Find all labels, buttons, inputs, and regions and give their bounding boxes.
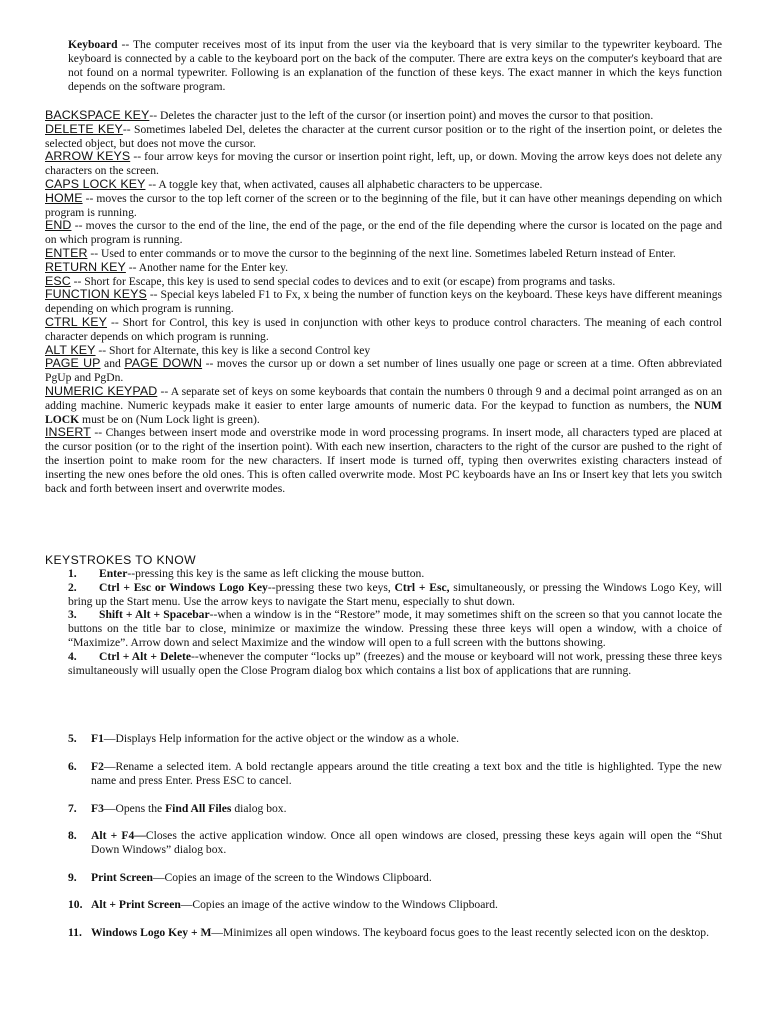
definition-page-up-down: [45, 357, 722, 385]
keystroke-step-3: [68, 608, 722, 649]
definition-text: -- four arrow keys for moving the cursor or insertion point right, left, up, or down. Moving the arrow keys does not delete any characters on the screen.: [45, 150, 723, 178]
definition-text: -- Special keys labeled F1 to Fx, x being the number of function keys on the keyboard. These keys have different meanings depending on which program is running.: [45, 288, 722, 316]
item-keys: F3: [91, 802, 104, 815]
keystroke-step-2: [68, 581, 722, 609]
intro-term: Keyboard: [68, 38, 118, 51]
item-keys: F1: [91, 732, 104, 745]
term-caps-lock: CAPS LOCK KEY: [45, 176, 146, 191]
item-keys: Alt + F4—: [91, 829, 146, 842]
term-page-down: PAGE DOWN: [124, 356, 203, 371]
definition-caps-lock: [45, 178, 722, 192]
definition-numeric-keypad: [45, 385, 722, 426]
definition-delete: [45, 123, 722, 151]
item-text: —Opens the: [103, 802, 166, 815]
term-delete: DELETE KEY: [45, 121, 123, 136]
item-keys: Print Screen: [91, 871, 153, 884]
term-esc: ESC: [45, 273, 71, 288]
definition-text: -- Short for Escape, this key is used to send special codes to devices and to exit (or escape) from programs and tasks.: [70, 274, 616, 288]
step-text: --pressing this key is the same as left clicking the mouse button.: [127, 567, 425, 580]
item-body: [91, 802, 722, 816]
definition-backspace: [45, 109, 722, 123]
term-numeric-keypad: NUMERIC KEYPAD: [45, 383, 158, 398]
keystroke-item-10: [68, 898, 722, 912]
key-definitions: [45, 109, 722, 495]
definition-insert: [45, 426, 722, 495]
step-text: --when a window is in the “Restore” mode, it may sometimes shift on the screen so that you cannot locate the buttons on the title bar to close, minimize or maximize the window. Pressing these three keys will open a window, with a choice of “Maximize”. Arrow down and select Maximize and the window will open to a full screen with the buttons showing.: [68, 608, 722, 649]
keystroke-item-11: [68, 926, 722, 940]
term-backspace: BACKSPACE KEY: [45, 108, 150, 122]
step-text-tail: simultaneously, or pressing the Windows Logo Key, will bring up the Start menu. Use the arrow keys to navigate the Start menu, especially to shut down.: [68, 580, 723, 608]
item-text: —Copies an image of the screen to the Windows Clipboard.: [152, 871, 432, 884]
definition-return: [45, 261, 722, 275]
step-number: 2.: [68, 580, 77, 594]
item-number: 7.: [68, 802, 77, 815]
definition-text: -- Another name for the Enter key.: [125, 260, 289, 274]
item-number: 6.: [68, 760, 77, 773]
term-page-up: PAGE UP: [45, 356, 101, 371]
definition-text: -- A separate set of keys on some keyboards that contain the numbers 0 through 9 and a decimal point arranged as on an adding machine. Numeric keypads make it easier to enter large amounts of numeric data. For the keypad to function as numbers, the: [45, 384, 723, 412]
definition-arrow-keys: [45, 150, 722, 178]
definition-ctrl: [45, 316, 722, 344]
item-body: [91, 732, 722, 746]
definition-text-tail: must be on (Num Lock light is green).: [79, 412, 260, 426]
step-keys: Ctrl + Alt + Delete: [99, 649, 191, 663]
definition-text: -- Short for Control, this key is used in conjunction with other keys to produce control characters. The meaning of each control character depends on which program is running.: [45, 315, 722, 343]
item-text: —Rename a selected item. A bold rectangle appears around the title creating a text box and the title is highlighted. Type the new name and press Enter. Press ESC to cancel.: [91, 760, 722, 787]
definition-text: -- Short for Alternate, this key is like a second Control key: [95, 343, 371, 357]
keystroke-item-9: [68, 871, 722, 885]
item-keys: Alt + Print Screen: [91, 898, 181, 911]
item-text: —Copies an image of the active window to the Windows Clipboard.: [180, 898, 498, 911]
step-keys: Shift + Alt + Spacebar: [99, 608, 210, 622]
keystroke-steps: [68, 567, 722, 677]
step-keys: Enter: [99, 567, 128, 580]
definition-text: -- Sometimes labeled Del, deletes the character at the current cursor position or to the right of the insertion point, or deletes the selected object, but does not move the cursor.: [45, 122, 723, 150]
definition-esc: [45, 275, 722, 289]
term-enter: ENTER: [45, 245, 88, 260]
keystroke-step-4: [68, 650, 722, 678]
definition-end: [45, 219, 722, 247]
item-body: [91, 760, 722, 788]
definition-alt: [45, 344, 722, 358]
definition-text: -- Used to enter commands or to move the cursor to the beginning of the next line. Sometimes labeled Return instead of Enter.: [87, 246, 676, 260]
term-ctrl: CTRL KEY: [45, 314, 108, 329]
step-text: --pressing these two keys,: [267, 580, 395, 594]
step-keys: Ctrl + Esc or Windows Logo Key: [99, 580, 268, 594]
definition-text: -- Changes between insert mode and overstrike mode in word processing programs. In insert mode, all characters typed are placed at the cursor position (or to the right of the insertion point). With each new insertion, characters to the right of the cursor are pushed to the right of the insertion point to make room for the new characters. If insert mode is turned off, typing then overwrites existing characters instead of inserting the new ones before the old ones. This is often called overwrite mode. Most PC keyboards have an Ins or Insert key that lets you switch back and forth between insert and overwrite modes.: [45, 426, 722, 495]
keystroke-step-1: [68, 567, 722, 581]
item-body: [91, 898, 722, 912]
step-number: 3.: [68, 608, 77, 622]
item-keys: F2: [91, 760, 104, 773]
item-number: 10.: [68, 898, 83, 911]
term-insert: INSERT: [45, 425, 91, 440]
definition-text: -- A toggle key that, when activated, causes all alphabetic characters to be uppercase.: [145, 177, 543, 191]
term-home: HOME: [45, 190, 83, 205]
num-lock-label: NUM LOCK: [45, 398, 722, 426]
item-text: Closes the active application window. Once all open windows are closed, pressing these keys again will open the “Shut Down Windows” dialog box.: [91, 829, 722, 856]
term-arrow-keys: ARROW KEYS: [45, 149, 131, 164]
step-keys-secondary: Ctrl + Esc,: [394, 580, 450, 594]
intro-paragraph: [68, 38, 722, 94]
find-all-files-label: Find All Files: [165, 802, 232, 815]
item-text: —Displays Help information for the active object or the window as a whole.: [103, 732, 460, 745]
keystroke-item-7: [68, 802, 722, 816]
intro-text: -- The computer receives most of its input from the user via the keyboard that is very similar to the typewriter keyboard. The keyboard is connected by a cable to the keyboard port on the back of the computer. There are extra keys on the computer's keyboard that are not found on a normal typewriter. Following is an explanation of the function of these keys. The exact manner in which the keys function depends on the software program.: [68, 38, 722, 93]
item-number: 5.: [68, 732, 77, 745]
step-number: 1.: [68, 567, 77, 580]
term-end: END: [45, 218, 72, 233]
item-body: [91, 871, 722, 885]
term-alt: ALT KEY: [45, 342, 96, 357]
definition-enter: [45, 247, 722, 261]
item-number: 11.: [68, 926, 82, 939]
item-number: 8.: [68, 829, 77, 842]
term-function-keys: FUNCTION KEYS: [45, 287, 147, 302]
keystrokes-heading: KEYSTROKES TO KNOW: [45, 553, 196, 567]
item-text-tail: dialog box.: [231, 802, 287, 815]
definition-function-keys: [45, 288, 722, 316]
keystroke-item-5: [68, 732, 722, 746]
definition-text: -- moves the cursor up or down a set number of lines usually one page or screen at a time. Often abbreviated PgUp and PgDn.: [45, 357, 722, 385]
item-number: 9.: [68, 871, 77, 884]
definition-connector: and: [100, 357, 125, 371]
keystroke-item-8: [68, 829, 722, 857]
term-return: RETURN KEY: [45, 259, 126, 274]
item-body: [91, 926, 722, 940]
definition-text: -- Deletes the character just to the left of the cursor (or insertion point) and moves the cursor to that position.: [149, 109, 654, 122]
definition-text: -- moves the cursor to the top left corner of the screen or to the beginning of the file, but it can have other meanings depending on which program is running.: [45, 191, 722, 219]
definition-home: [45, 192, 722, 220]
definition-text: -- moves the cursor to the end of the line, the end of the page, or the end of the file depending where the cursor is located on the page and on which program is running.: [45, 219, 722, 247]
step-text: --whenever the computer “locks up” (freezes) and the mouse or keyboard will not work, pressing these three keys simultaneously will usually open the Close Program dialog box which contains a list box of applications that are running.: [68, 649, 722, 677]
keystroke-item-6: [68, 760, 722, 788]
step-number: 4.: [68, 649, 77, 663]
item-body: [91, 829, 722, 857]
item-keys: Windows Logo Key + M: [91, 926, 212, 939]
item-text: —Minimizes all open windows. The keyboard focus goes to the least recently selected icon on the desktop.: [211, 926, 709, 939]
